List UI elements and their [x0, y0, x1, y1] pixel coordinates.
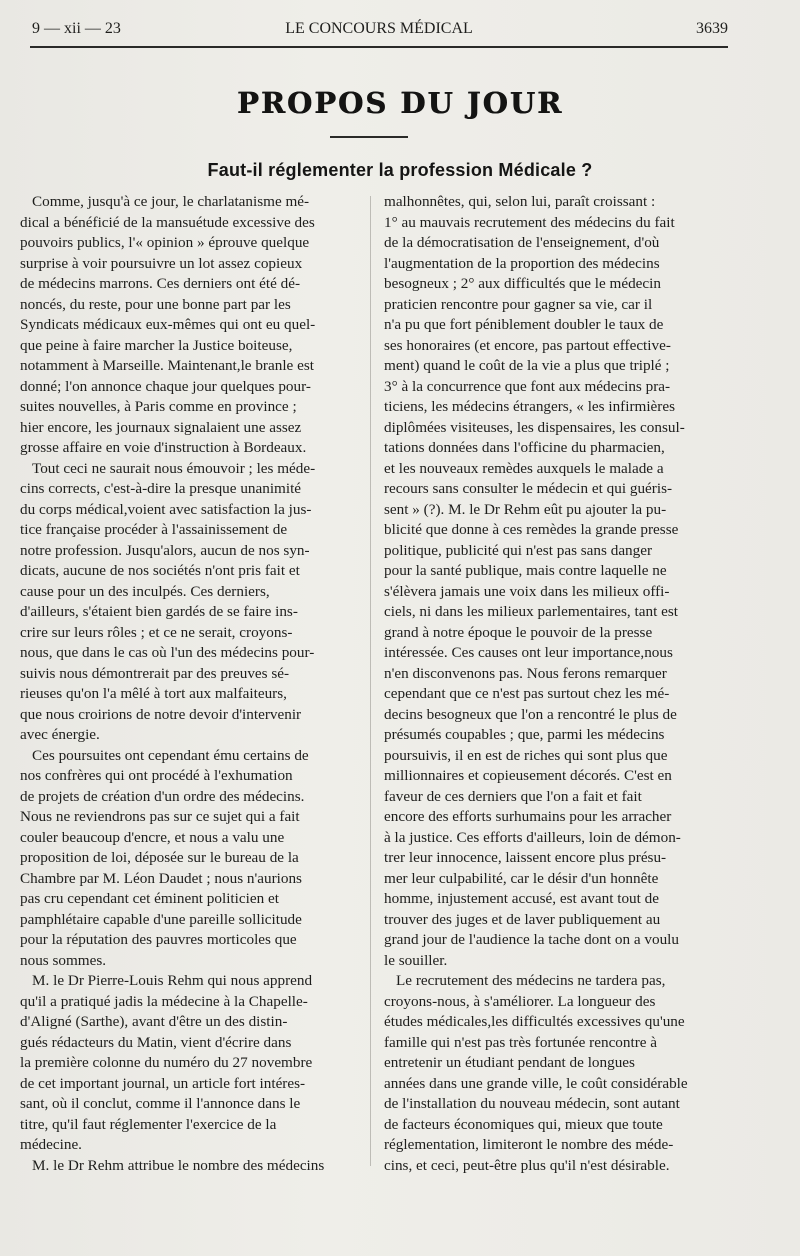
text-line: de médecins marrons. Ces derniers ont été dé- [20, 275, 301, 292]
text-line: couler beaucoup d'encre, et nous a valu une [20, 828, 285, 846]
text-line: suivis nous démontrerait par des preuves sé- [20, 664, 290, 682]
text-line: Ces poursuites ont cependant ému certains de [32, 746, 309, 764]
text-line: croyons-nous, à s'améliorer. La longueur des [384, 992, 656, 1010]
text-line: dicats, aucune de nos sociétés n'ont pris fait et [20, 562, 300, 579]
text-line: pour la réputation des pauvres morticoles que [20, 931, 297, 948]
text-line: grosse affaire en voie d'instruction à Bordeaux. [20, 439, 307, 456]
right-column [384, 192, 728, 1176]
text-line: ses honoraires (et encore, pas partout effective- [384, 336, 671, 354]
text-line: praticien rencontre pour gagner sa vie, car il [384, 295, 653, 313]
text-line: que nous croirions de notre devoir d'intervenir [20, 705, 302, 723]
text-line: n'a pu que fort péniblement doubler le taux de [384, 316, 664, 333]
text-line: nous sommes. [20, 951, 107, 969]
text-line: notre profession. Jusqu'alors, aucun de nos syn- [20, 541, 310, 559]
text-line: mer leur culpabilité, car le désir d'un honnête [384, 869, 659, 887]
text-line: l'augmentation de la proportion des médecins [384, 254, 660, 272]
text-line: grand à notre époque le pouvoir de la presse [384, 623, 653, 641]
text-line: politique, publicité qui n'est pas sans danger [384, 541, 653, 559]
text-line: cins, et ceci, peut-être plus qu'il n'est désirable. [384, 1156, 670, 1174]
text-line: s'élèvera jamais une voix dans les milieux offi- [384, 582, 670, 600]
text-line: de projets de création d'un ordre des médecins. [20, 787, 305, 805]
text-line: 1° au mauvais recrutement des médecins du fait [384, 213, 675, 231]
title-rule [330, 136, 408, 138]
text-line: millionnaires et copieusement décorés. C'est en [384, 767, 672, 784]
text-line: ticiens, les médecins étrangers, « les infirmières [384, 398, 675, 415]
text-line: réglementation, limiteront le nombre des méde- [384, 1136, 674, 1153]
text-line: encore des efforts surhumains pour les arracher [384, 808, 672, 825]
text-line: cins corrects, c'est-à-dire la presque unanimité [20, 480, 302, 497]
text-line: dical a bénéficié de la mansuétude excessive des [20, 213, 315, 231]
text-line: nos confrères qui ont procédé à l'exhumation [20, 767, 293, 784]
text-line: donné; l'on annonce chaque jour quelques pour- [20, 377, 311, 395]
text-line: besogneux ; 2° aux difficultés que le médecin [384, 275, 661, 292]
text-line: trer leur innocence, laissent encore plus présu- [384, 849, 667, 866]
text-line: d'ailleurs, s'étaient bien gardés de se faire ins- [20, 603, 298, 620]
text-line: pouvoirs publics, l'« opinion » éprouve quelque [20, 234, 310, 251]
text-line: que peine à faire marcher la Justice boiteuse, [20, 336, 293, 354]
text-line: poursuivis, il en est de riches qui sont plus que [384, 746, 668, 764]
text-line: surprise à voir poursuivre un lot assez copieux [20, 254, 303, 272]
text-line: gués rédacteurs du Matin, vient d'écrire dans [20, 1033, 292, 1051]
column-divider [370, 196, 371, 1166]
text-line: homme, injustement accusé, est avant tout de [384, 890, 659, 907]
text-line: du corps médical,voient avec satisfaction la jus- [20, 500, 312, 518]
left-column [20, 192, 360, 1176]
text-line: n'en disconvenons pas. Nous ferons remarquer [384, 664, 667, 682]
text-line: ciels, ni dans les milieux parlementaires, tant est [384, 603, 678, 620]
text-line: titre, qu'il faut réglementer l'exercice de la [20, 1115, 277, 1133]
text-line: grand jour de l'audience la tache dont on a voulu [384, 931, 679, 948]
text-line: notamment à Marseille. Maintenant,le branle est [20, 357, 314, 374]
text-line: sent » (?). M. le Dr Rehm eût pu ajouter la pu- [384, 500, 667, 518]
text-line: cependant que ce n'est pas surtout chez les mé- [384, 685, 670, 702]
text-line: de la démocratisation de l'enseignement, d'où [384, 234, 660, 251]
text-line: tations données dans l'officine du pharmacien, [384, 439, 665, 456]
text-line: Le recrutement des médecins ne tardera pas, [396, 972, 666, 989]
text-line: rieuses qu'on l'a mêlé à tort aux malfaiteurs, [20, 685, 287, 702]
header-rule [30, 46, 728, 48]
text-line: de facteurs économiques qui, mieux que toute [384, 1115, 663, 1133]
text-line: diplômées visiteuses, les dispensaires, les consul- [384, 418, 685, 436]
text-line: M. le Dr Pierre-Louis Rehm qui nous apprend [32, 972, 313, 989]
text-line: ment) quand le coût de la vie a plus que triplé ; [384, 357, 670, 374]
text-line: noncés, du reste, pour une bonne part par les [20, 295, 291, 313]
text-line: de cet important journal, un article fort intéres- [20, 1074, 306, 1092]
text-line: pour la santé publique, mais contre laquelle ne [384, 562, 667, 579]
text-line: trouver des juges et de laver publiquement au [384, 910, 661, 928]
text-line: le souiller. [384, 951, 448, 969]
text-line: Chambre par M. Léon Daudet ; nous n'aurions [20, 869, 302, 887]
text-line: decins besogneux que l'on a rencontré le plus de [384, 705, 677, 723]
text-line: crire sur leurs rôles ; et ce ne serait, croyons- [20, 623, 293, 641]
text-line: cause pour un des inculpés. Ces derniers, [20, 582, 270, 600]
text-line: années dans une grande ville, le coût considérable [384, 1074, 688, 1092]
text-line: Comme, jusqu'à ce jour, le charlatanisme mé- [32, 193, 310, 210]
text-line: études médicales,les difficultés excessives qu'une [384, 1013, 685, 1030]
text-line: suites nouvelles, à Paris comme en province ; [20, 398, 297, 415]
section-title: PROPOS DU JOUR [236, 86, 564, 120]
text-line: Syndicats médicaux eux-mêmes qui ont eu quel- [20, 316, 316, 333]
text-line: à la justice. Ces efforts d'ailleurs, loin de démon- [384, 828, 681, 846]
text-line: de l'installation du nouveau médecin, sont autant [384, 1095, 680, 1112]
text-line: présumés coupables ; que, parmi les médecins [384, 726, 665, 743]
text-line: avec énergie. [20, 726, 100, 743]
text-line: hier encore, les journaux signalaient une assez [20, 418, 302, 436]
text-line: nous, que dans le cas où l'un des médecins pour- [20, 644, 315, 661]
text-line: Nous ne reviendrons pas sur ce sujet qui a fait [20, 808, 300, 825]
text-line: recours sans consulter le médecin et qui guéris- [384, 480, 673, 497]
text-line: entretenir un étudiant pendant de longues [384, 1054, 635, 1071]
text-line: Tout ceci ne saurait nous émouvoir ; les méde- [32, 459, 316, 477]
text-line: tice française procéder à l'assainissement de [20, 521, 288, 538]
publication-title: LE CONCOURS MÉDICAL [285, 20, 473, 37]
text-line: proposition de loi, déposée sur le bureau de la [20, 849, 299, 866]
article-title: Faut-il réglementer la profession Médicale ? [207, 160, 593, 180]
page-number: 3639 [696, 20, 728, 37]
text-line: sant, où il conclut, comme il l'annonce dans le [20, 1095, 301, 1112]
text-line: 3° à la concurrence que font aux médecins pra- [384, 377, 671, 395]
text-line: pamphlétaire capable d'une pareille sollicitude [20, 910, 302, 928]
issue-date: 9 — xii — 23 [32, 20, 121, 37]
text-line: d'Aligné (Sarthe), avant d'être un des distin- [20, 1013, 288, 1030]
text-line: M. le Dr Rehm attribue le nombre des médecins [32, 1156, 325, 1174]
text-line: intéressée. Ces causes ont leur importance,nous [384, 644, 673, 661]
text-line: qu'il a pratiqué jadis la médecine à la Chapelle- [20, 992, 308, 1010]
text-line: malhonnêtes, qui, selon lui, paraît croissant : [384, 193, 656, 210]
text-line: blicité que donne à ces remèdes la grande presse [384, 521, 679, 538]
text-line: faveur de ces derniers que l'on a fait et fait [384, 787, 642, 805]
text-line: la première colonne du numéro du 27 novembre [20, 1054, 313, 1071]
text-line: pas cru cependant cet éminent politicien et [20, 890, 279, 907]
text-line: médecine. [20, 1136, 82, 1153]
text-line: et les nouveaux remèdes auxquels le malade a [384, 459, 664, 477]
text-line: famille qui n'est pas très fortunée rencontre à [384, 1033, 658, 1051]
running-head [30, 20, 728, 46]
